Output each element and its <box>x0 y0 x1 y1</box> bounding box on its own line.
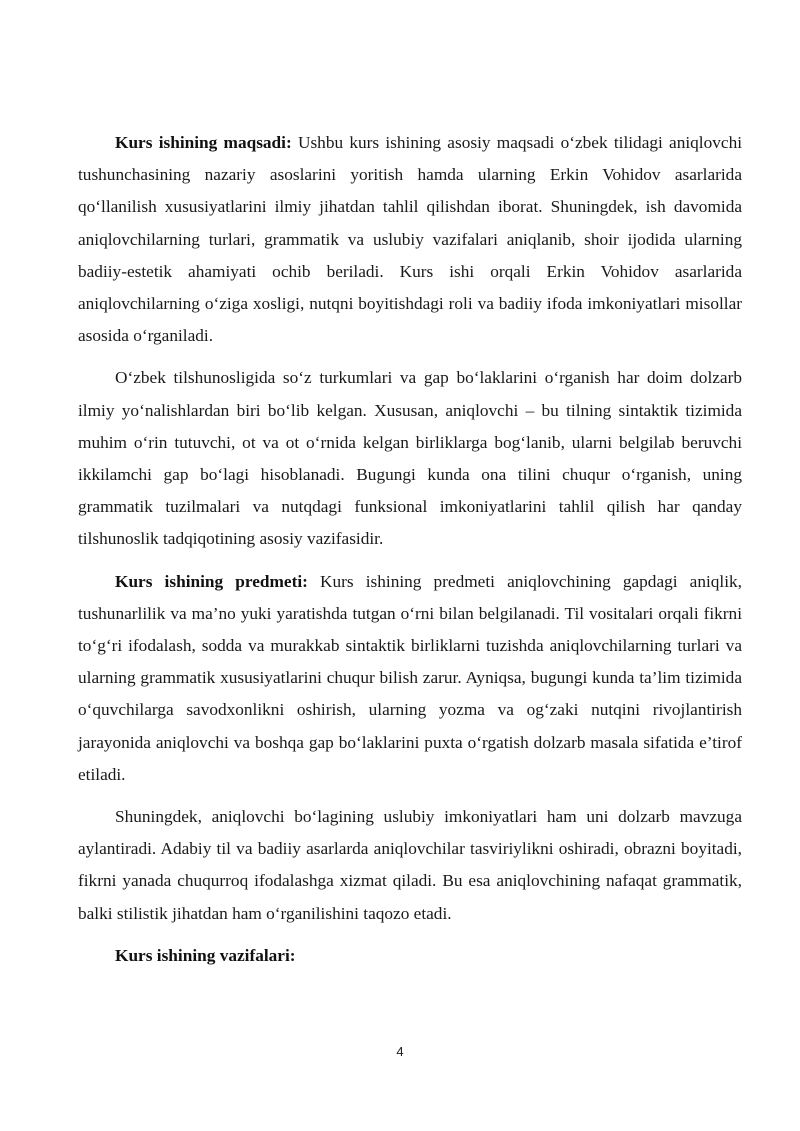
paragraph-tilshunoslik <box>78 362 742 555</box>
paragraph-vazifalari <box>78 940 742 972</box>
paragraph-text: Kurs ishining predmeti aniqlovchining gapdagi aniqlik, tushunarlilik va ma’no yuki yaratishda tutgan o‘rni bilan belgilanadi. Til vositalari orqali fikrni to‘g‘ri ifodalash, sodda va murakkab sintaktik birliklarni tuzishda aniqlovchilarning turlari va ularning grammatik xususiyatlarini chuqur bilish zarur. Ayniqsa, bugungi kunda ta’lim tizimida o‘quvchilarga savodxonlikni oshirish, ularning yozma va og‘zaki nutqini rivojlantirish jarayonida aniqlovchi va boshqa gap bo‘laklarini puxta o‘rgatish dolzarb masala sifatida e’tirof etiladi. <box>78 571 742 784</box>
paragraph-maqsadi <box>78 127 742 352</box>
paragraph-heading: Kurs ishining predmeti: <box>115 571 308 591</box>
paragraph-text: Shuningdek, aniqlovchi bo‘lagining uslubiy imkoniyatlari ham uni dolzarb mavzuga aylantiradi. Adabiy til va badiiy asarlarda aniqlovchilar tasviriylikni oshiradi, obrazni boyitadi, fikrni yanada chuqurroq ifodalashga xizmat qiladi. Bu esa aniqlovchining nafaqat grammatik, balki stilistik jihatdan ham o‘rganilishini taqozo etadi. <box>78 807 742 923</box>
page-number: 4 <box>396 1044 404 1059</box>
document-body <box>78 127 742 982</box>
paragraph-heading: Kurs ishining vazifalari: <box>115 945 296 965</box>
paragraph-text: Ushbu kurs ishining asosiy maqsadi o‘zbek tilidagi aniqlovchi tushunchasining nazariy asoslarini yoritish hamda ularning Erkin Vohidov asarlarida qo‘llanilish xususiyatlarini ilmiy jihatdan tahlil qilishdan iborat. Shuningdek, ish davomida aniqlovchilarning turlari, grammatik va uslubiy vazifalari aniqlanib, shoir ijodida ularning badiiy-estetik ahamiyati ochib beriladi. Kurs ishi orqali Erkin Vohidov asarlarida aniqlovchilarning o‘ziga xosligi, nutqni boyitishdagi roli va badiiy ifoda imkoniyatlari misollar asosida o‘rganiladi. <box>78 133 743 346</box>
paragraph-uslubiy <box>78 801 742 930</box>
paragraph-predmeti <box>78 566 742 791</box>
paragraph-text: O‘zbek tilshunosligida so‘z turkumlari va gap bo‘laklarini o‘rganish har doim dolzarb ilmiy yo‘nalishlardan biri bo‘lib kelgan. Xususan, aniqlovchi – bu tilning sintaktik tizimida muhim o‘rin tutuvchi, ot va ot o‘rnida kelgan birliklarga bog‘lanib, ularni belgilab beruvchi ikkilamchi gap bo‘lagi hisoblanadi. Bugungi kunda ona tilini chuqur o‘rganish, uning grammatik tuzilmalari va nutqdagi funksional imkoniyatlarini tahlil qilish har qanday tilshunoslik tadqiqotining asosiy vazifasidir. <box>78 368 742 549</box>
paragraph-heading: Kurs ishining maqsadi: <box>115 133 292 152</box>
